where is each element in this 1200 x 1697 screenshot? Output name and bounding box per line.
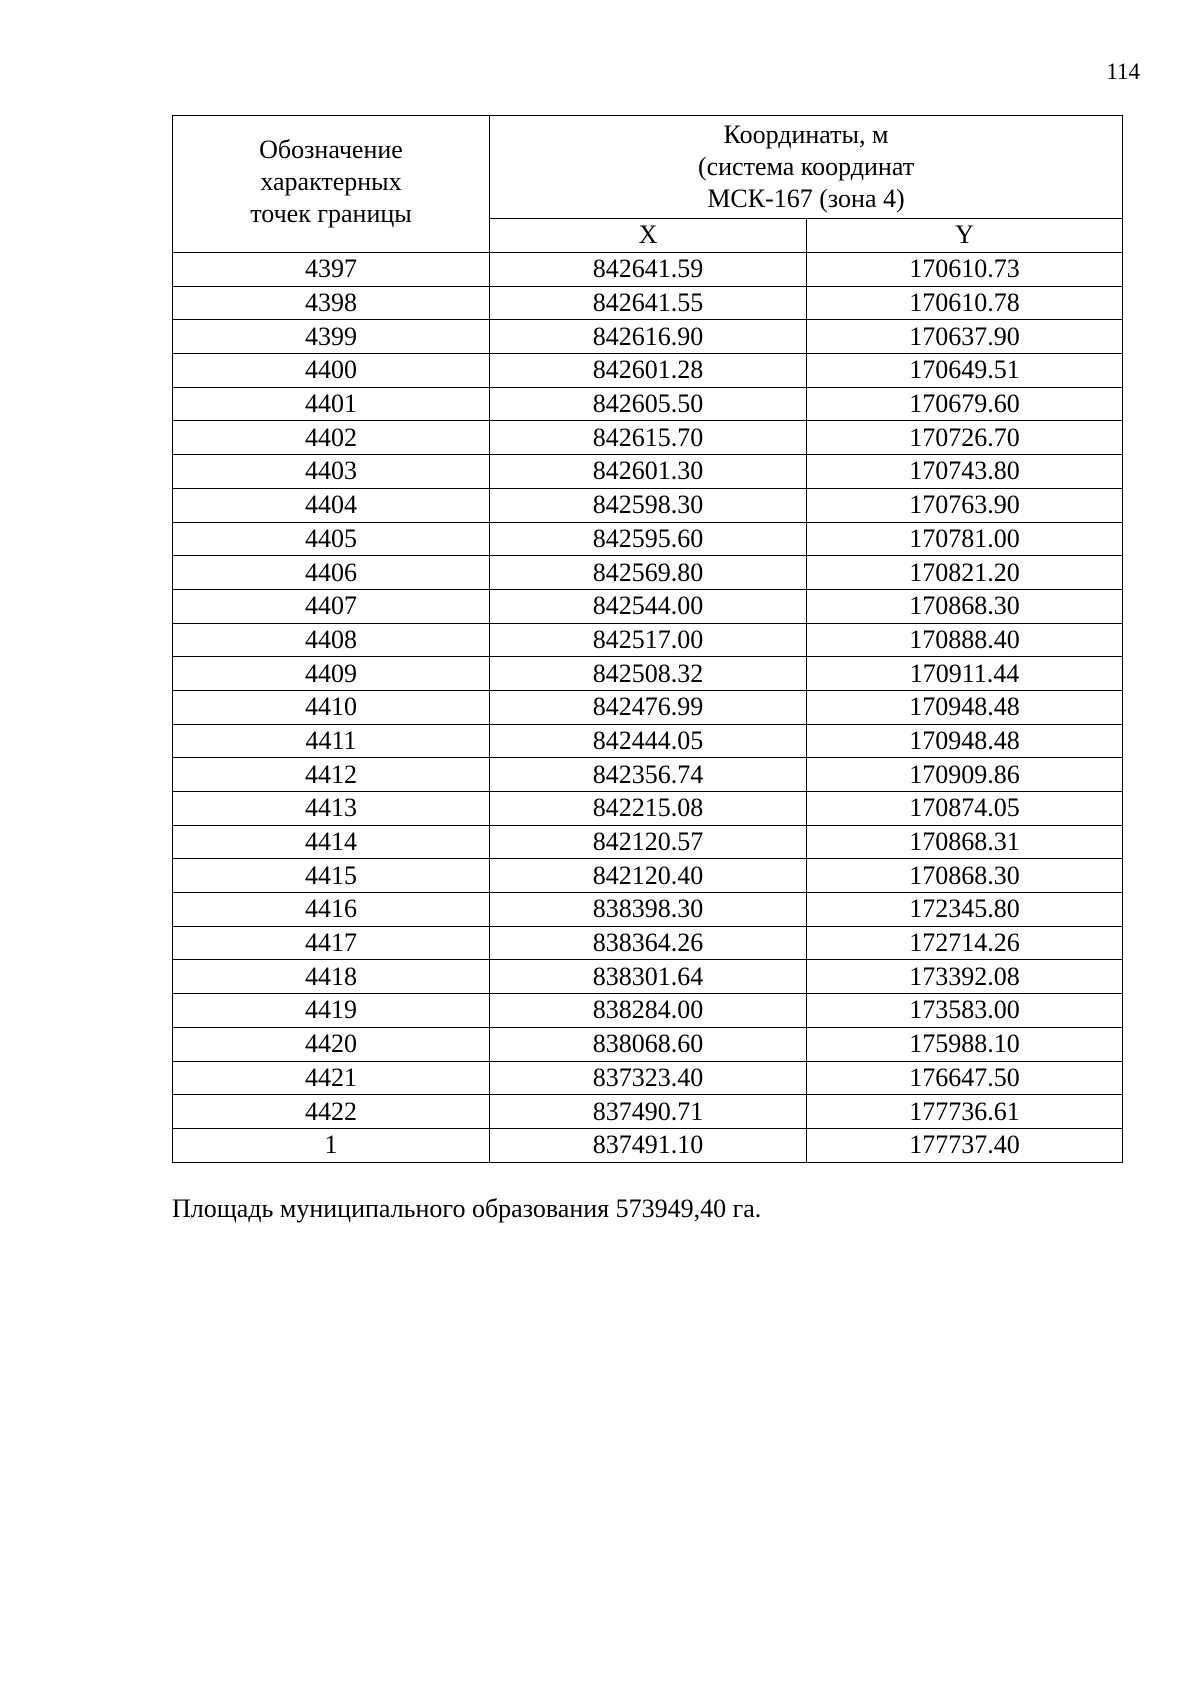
point-id-cell: 4418 <box>173 960 490 994</box>
point-id-cell: 4404 <box>173 488 490 522</box>
x-coordinate-cell: 842444.05 <box>490 724 807 758</box>
table-row <box>173 387 1123 421</box>
x-coordinate-cell: 842595.60 <box>490 522 807 556</box>
x-coordinate-cell: 842616.90 <box>490 320 807 354</box>
point-id-cell: 4403 <box>173 455 490 489</box>
x-coordinate-cell: 842598.30 <box>490 488 807 522</box>
x-coordinate-cell: 842120.57 <box>490 825 807 859</box>
y-coordinate-cell: 170637.90 <box>807 320 1123 354</box>
y-coordinate-cell: 170911.44 <box>807 657 1123 691</box>
table-row <box>173 320 1123 354</box>
x-column-header: X <box>490 218 807 252</box>
point-id-cell: 4400 <box>173 354 490 388</box>
point-id-cell: 1 <box>173 1128 490 1162</box>
x-coordinate-cell: 842215.08 <box>490 792 807 826</box>
y-coordinate-cell: 170948.48 <box>807 690 1123 724</box>
point-id-cell: 4422 <box>173 1095 490 1129</box>
point-id-cell: 4419 <box>173 994 490 1028</box>
y-column-header: Y <box>807 218 1123 252</box>
y-coordinate-cell: 170948.48 <box>807 724 1123 758</box>
point-id-cell: 4421 <box>173 1061 490 1095</box>
table-row <box>173 522 1123 556</box>
x-coordinate-cell: 837491.10 <box>490 1128 807 1162</box>
y-coordinate-cell: 176647.50 <box>807 1061 1123 1095</box>
point-designation-header <box>173 116 490 253</box>
table-row <box>173 556 1123 590</box>
point-header-line: Обозначение <box>259 135 403 164</box>
point-header-line: точек границы <box>250 199 412 228</box>
x-coordinate-cell: 842120.40 <box>490 859 807 893</box>
y-coordinate-cell: 170909.86 <box>807 758 1123 792</box>
point-id-cell: 4398 <box>173 286 490 320</box>
table-row <box>173 960 1123 994</box>
x-coordinate-cell: 842356.74 <box>490 758 807 792</box>
y-coordinate-cell: 170868.30 <box>807 859 1123 893</box>
y-coordinate-cell: 170888.40 <box>807 623 1123 657</box>
x-coordinate-cell: 842476.99 <box>490 690 807 724</box>
x-coordinate-cell: 838068.60 <box>490 1027 807 1061</box>
point-id-cell: 4412 <box>173 758 490 792</box>
x-coordinate-cell: 842605.50 <box>490 387 807 421</box>
x-coordinate-cell: 842615.70 <box>490 421 807 455</box>
table-row <box>173 1061 1123 1095</box>
table-row <box>173 1128 1123 1162</box>
point-id-cell: 4397 <box>173 253 490 287</box>
x-coordinate-cell: 842641.55 <box>490 286 807 320</box>
table-row <box>173 253 1123 287</box>
x-coordinate-cell: 842508.32 <box>490 657 807 691</box>
point-id-cell: 4399 <box>173 320 490 354</box>
coordinates-rows <box>173 253 1123 1163</box>
x-coordinate-cell: 842641.59 <box>490 253 807 287</box>
table-row <box>173 825 1123 859</box>
point-id-cell: 4415 <box>173 859 490 893</box>
table-row <box>173 1027 1123 1061</box>
y-coordinate-cell: 170679.60 <box>807 387 1123 421</box>
point-id-cell: 4408 <box>173 623 490 657</box>
y-coordinate-cell: 173392.08 <box>807 960 1123 994</box>
table-row <box>173 859 1123 893</box>
table-row <box>173 589 1123 623</box>
point-id-cell: 4406 <box>173 556 490 590</box>
x-coordinate-cell: 842569.80 <box>490 556 807 590</box>
point-header-line: характерных <box>260 167 402 196</box>
point-id-cell: 4402 <box>173 421 490 455</box>
x-coordinate-cell: 842601.30 <box>490 455 807 489</box>
y-coordinate-cell: 177736.61 <box>807 1095 1123 1129</box>
table-row <box>173 488 1123 522</box>
table-row <box>173 994 1123 1028</box>
table-row <box>173 286 1123 320</box>
point-id-cell: 4417 <box>173 926 490 960</box>
coordinates-table <box>172 115 1123 1163</box>
page-number: 114 <box>1106 59 1140 84</box>
y-coordinate-cell: 170743.80 <box>807 455 1123 489</box>
x-coordinate-cell: 837490.71 <box>490 1095 807 1129</box>
point-id-cell: 4416 <box>173 893 490 927</box>
x-coordinate-cell: 838398.30 <box>490 893 807 927</box>
table-row <box>173 724 1123 758</box>
x-coordinate-cell: 842601.28 <box>490 354 807 388</box>
x-coordinate-cell: 838301.64 <box>490 960 807 994</box>
point-id-cell: 4414 <box>173 825 490 859</box>
x-coordinate-cell: 837323.40 <box>490 1061 807 1095</box>
x-coordinate-cell: 838284.00 <box>490 994 807 1028</box>
y-coordinate-cell: 177737.40 <box>807 1128 1123 1162</box>
point-id-cell: 4411 <box>173 724 490 758</box>
point-id-cell: 4413 <box>173 792 490 826</box>
x-coordinate-cell: 842544.00 <box>490 589 807 623</box>
table-row <box>173 690 1123 724</box>
table-row <box>173 623 1123 657</box>
table-row <box>173 657 1123 691</box>
point-id-cell: 4405 <box>173 522 490 556</box>
coords-header-line: МСК-167 (зона 4) <box>707 183 905 213</box>
y-coordinate-cell: 170821.20 <box>807 556 1123 590</box>
point-id-cell: 4420 <box>173 1027 490 1061</box>
y-coordinate-cell: 170868.30 <box>807 589 1123 623</box>
y-coordinate-cell: 173583.00 <box>807 994 1123 1028</box>
coordinates-header <box>490 116 1123 219</box>
table-row <box>173 354 1123 388</box>
table-row <box>173 792 1123 826</box>
coords-header-line: Координаты, м <box>723 119 889 149</box>
point-id-cell: 4407 <box>173 589 490 623</box>
table-row <box>173 1095 1123 1129</box>
x-coordinate-cell: 838364.26 <box>490 926 807 960</box>
table-row <box>173 455 1123 489</box>
y-coordinate-cell: 170868.31 <box>807 825 1123 859</box>
table-row <box>173 758 1123 792</box>
point-id-cell: 4409 <box>173 657 490 691</box>
table-row <box>173 926 1123 960</box>
municipal-area-text: Площадь муниципального образования 573949,40 га. <box>172 1194 762 1223</box>
y-coordinate-cell: 170874.05 <box>807 792 1123 826</box>
y-coordinate-cell: 170610.78 <box>807 286 1123 320</box>
y-coordinate-cell: 170781.00 <box>807 522 1123 556</box>
y-coordinate-cell: 170649.51 <box>807 354 1123 388</box>
x-coordinate-cell: 842517.00 <box>490 623 807 657</box>
table-row <box>173 893 1123 927</box>
y-coordinate-cell: 170610.73 <box>807 253 1123 287</box>
y-coordinate-cell: 172345.80 <box>807 893 1123 927</box>
point-id-cell: 4410 <box>173 690 490 724</box>
y-coordinate-cell: 175988.10 <box>807 1027 1123 1061</box>
table-row <box>173 421 1123 455</box>
point-id-cell: 4401 <box>173 387 490 421</box>
y-coordinate-cell: 170726.70 <box>807 421 1123 455</box>
y-coordinate-cell: 170763.90 <box>807 488 1123 522</box>
coords-header-line: (система координат <box>697 151 915 181</box>
y-coordinate-cell: 172714.26 <box>807 926 1123 960</box>
